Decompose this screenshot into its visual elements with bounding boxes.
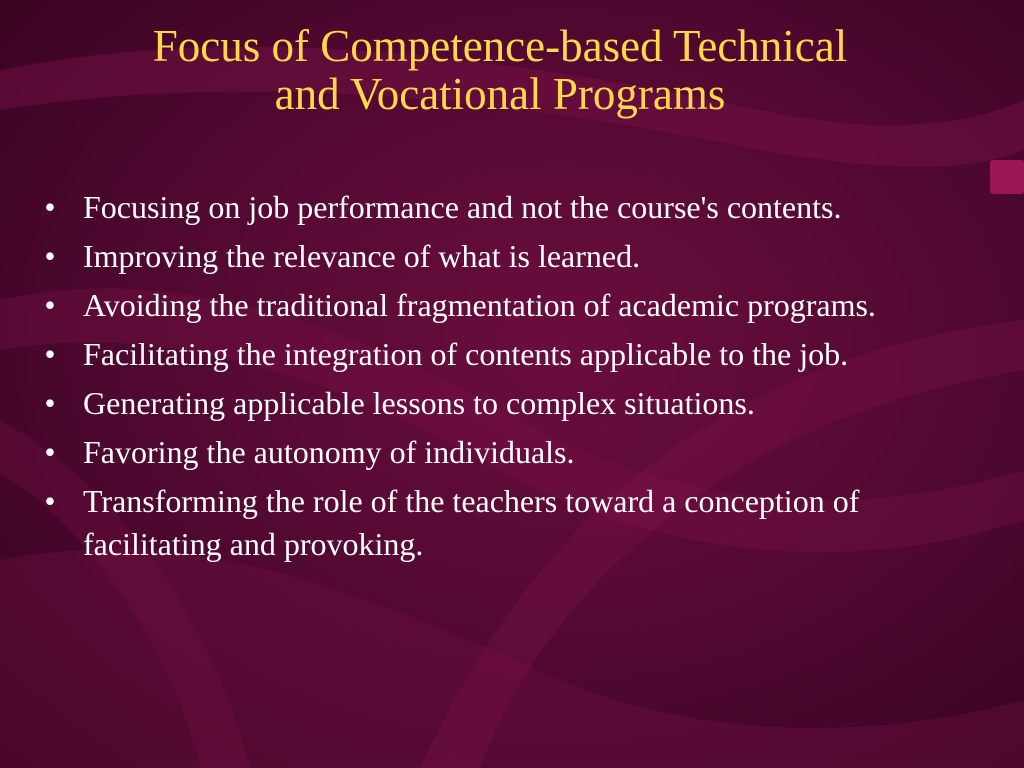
bullet-marker: • bbox=[44, 238, 56, 274]
bullet-text: Avoiding the traditional fragmentation of academic programs. bbox=[83, 287, 876, 323]
accent-tab bbox=[990, 160, 1024, 194]
bullet-text: Transforming the role of the teachers toward a conception of facilitating and provoking. bbox=[83, 483, 860, 562]
bullet-item-job-performance bbox=[40, 186, 940, 229]
bullet-text: Improving the relevance of what is learned. bbox=[83, 238, 641, 274]
bullet-item-relevance bbox=[40, 235, 940, 278]
bullet-text: Facilitating the integration of contents applicable to the job. bbox=[83, 336, 849, 372]
title-line-1: Focus of Competence-based Technical bbox=[152, 21, 848, 71]
bullet-list bbox=[40, 186, 940, 572]
bullet-marker: • bbox=[44, 483, 56, 519]
bullet-marker: • bbox=[44, 287, 56, 323]
bullet-marker: • bbox=[44, 385, 56, 421]
bullet-item-teacher-role bbox=[40, 480, 940, 566]
bullet-item-applicable-lessons bbox=[40, 382, 940, 425]
bullet-text: Generating applicable lessons to complex situations. bbox=[83, 385, 755, 421]
bullet-marker: • bbox=[44, 434, 56, 470]
bullet-item-autonomy bbox=[40, 431, 940, 474]
slide-title bbox=[0, 22, 1000, 118]
title-line-2: and Vocational Programs bbox=[274, 69, 726, 119]
bullet-marker: • bbox=[44, 189, 56, 225]
bullet-item-fragmentation bbox=[40, 284, 940, 327]
bullet-marker: • bbox=[44, 336, 56, 372]
bullet-text: Focusing on job performance and not the course's contents. bbox=[83, 189, 842, 225]
bullet-item-integration bbox=[40, 333, 940, 376]
bullet-text: Favoring the autonomy of individuals. bbox=[83, 434, 575, 470]
